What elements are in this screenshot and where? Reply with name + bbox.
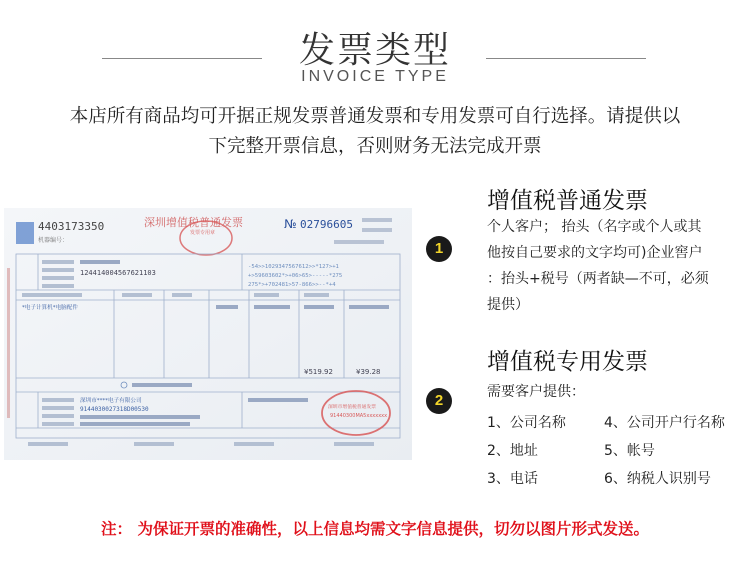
- seller-stamp-number: 91440300MA5xxxxxxx: [330, 413, 388, 419]
- item-price: [254, 305, 290, 309]
- intro-text: [30, 102, 720, 162]
- buyer-bank-label: [42, 284, 74, 288]
- seller-address: [80, 415, 200, 419]
- required-item: 1、公司名称: [487, 415, 566, 431]
- section1-description: [487, 214, 749, 318]
- title-rule-right: [486, 58, 646, 59]
- section1-title: 增值税普通发票: [487, 188, 648, 214]
- col-header-price: [254, 293, 279, 297]
- issuer-label: [234, 442, 274, 446]
- invoice-qr-code: [16, 222, 34, 244]
- seller-label: [334, 442, 374, 446]
- item-tax: [349, 305, 389, 309]
- buyer-tax-label: [42, 268, 74, 272]
- invoice-date: [334, 240, 384, 244]
- section2-title: 增值税专用发票: [487, 349, 648, 375]
- invoice-code: 4403173350: [38, 220, 105, 233]
- seller-tax-label: [42, 406, 74, 410]
- badge-1-icon: 1: [426, 236, 452, 262]
- buyer-tax-id: 124414004567621103: [80, 269, 156, 277]
- cipher-line-2: +>59603602*>+06>65>-----*275: [248, 273, 343, 279]
- amount-in-words: [132, 383, 192, 387]
- payee-label: [28, 442, 68, 446]
- seller-address-label: [42, 414, 74, 418]
- invoice-buyer-label: 机器编号：: [38, 237, 69, 244]
- section1-line-3: ：抬头+税号（两者缺—不可，必须: [487, 271, 709, 287]
- badge-2-icon: 2: [426, 388, 452, 414]
- buyer-address-label: [42, 276, 74, 280]
- footer-note: 注： 为保证开票的准确性，以上信息均需文字信息提供，切勿以图片形式发送。: [101, 520, 649, 538]
- seller-stamp-text: 深圳市增值税普通发票: [328, 405, 376, 410]
- buyer-name: [80, 260, 120, 264]
- required-item: 5、帐号: [604, 443, 655, 459]
- cipher-line-1: -54>>1029347567612>>*127>+1: [248, 264, 339, 270]
- section1-line-4: 提供）: [487, 297, 529, 313]
- seller-name-label: [42, 398, 74, 402]
- buyer-name-label: [42, 260, 74, 264]
- item-name: *电子计算机*电脑配件: [22, 305, 78, 311]
- seller-name: 深圳市****电子有限公司: [80, 398, 142, 404]
- reviewer-label: [134, 442, 174, 446]
- page-title: 发票类型: [298, 30, 451, 71]
- required-item: 2、地址: [487, 443, 538, 459]
- intro-line-1: 本店所有商品均可开据正规发票普通发票和专用发票可自行选择。请提供以: [69, 106, 681, 127]
- section2-subtitle: 需要客户提供：: [487, 384, 585, 400]
- col-header-name: [22, 293, 82, 297]
- section1-line-1: 个人客户； 抬头（名字或个人或其: [487, 219, 702, 235]
- invoice-number: 02796605: [300, 218, 353, 231]
- col-header-unit: [172, 293, 192, 297]
- remarks: [248, 398, 308, 402]
- section1-line-2: 他按自己要求的文字均可)企业窖户: [487, 245, 703, 261]
- required-item: 6、纳税人识别号: [604, 471, 711, 487]
- intro-line-2: 下完整开票信息，否则财务无法完成开票: [208, 136, 542, 157]
- item-qty: [216, 305, 238, 309]
- invoice-title: 深圳增值税普通发票: [144, 216, 243, 229]
- invoice-no-prefix: №: [284, 217, 297, 231]
- required-item: 3、电话: [487, 471, 538, 487]
- invoice-meta-2: [362, 228, 392, 232]
- invoice-total: ¥519.92: [304, 368, 333, 376]
- col-header-spec: [122, 293, 152, 297]
- invoice-meta-1: [362, 218, 392, 222]
- invoice-side-text: [7, 268, 10, 418]
- required-item: 4、公司开户行名称: [604, 415, 725, 431]
- invoice-image: [4, 208, 412, 460]
- seller-bank: [80, 422, 190, 426]
- invoice-top-stamp-text: 发票专用章: [190, 230, 216, 236]
- seller-tax-id: 9144030027318D00530: [80, 406, 149, 413]
- item-amount: [304, 305, 334, 309]
- invoice-tax-total: ¥39.28: [356, 368, 381, 376]
- cipher-line-3: 275*>+702481>57-866>>--*+4: [248, 282, 336, 288]
- col-header-amount: [304, 293, 329, 297]
- seller-bank-label: [42, 422, 74, 426]
- page-subtitle: INVOICE TYPE: [301, 68, 449, 85]
